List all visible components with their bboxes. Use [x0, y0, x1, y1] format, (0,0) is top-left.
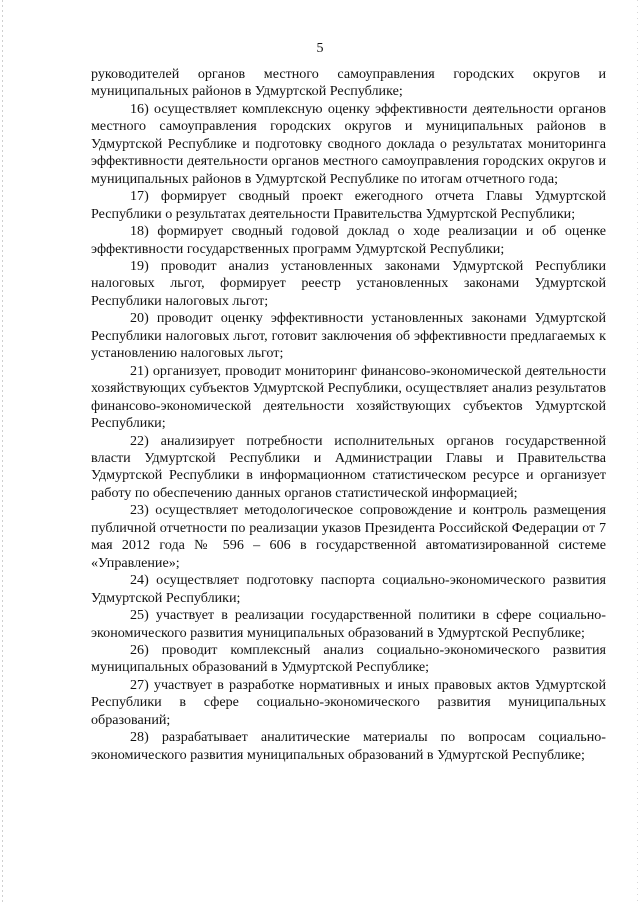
paragraph-item-26: 26) проводит комплексный анализ социально-экономического развития муниципальных образований в Удмуртской Республике;: [91, 641, 606, 676]
paragraph-item-18: 18) формирует сводный годовой доклад о ходе реализации и об оценке эффективности государственных программ Удмуртской Республики;: [91, 223, 606, 257]
paragraph-item-28: 28) разрабатывает аналитические материалы по вопросам социально-экономического развития муниципальных образований в Удмуртской Республике;: [91, 729, 606, 763]
paragraph-item-20: 20) проводит оценку эффективности установленных законами Удмуртской Республики налоговых льгот, готовит заключения об эффективности предлагаемых к установлению налоговых льгот;: [91, 310, 606, 362]
paragraph-continuation: руководителей органов местного самоуправления городских округов и муниципальных районов в Удмуртской Республике;: [91, 66, 606, 100]
paragraph-item-24: 24) осуществляет подготовку паспорта социально-экономического развития Удмуртской Республики;: [91, 572, 606, 606]
paragraph-item-25: 25) участвует в реализации государственной политики в сфере социально-экономического развития муниципальных образований в Удмуртской Республике;: [91, 607, 606, 641]
paragraph-item-23: 23) осуществляет методологическое сопровождение и контроль размещения публичной отчетности по реализации указов Президента Российской Федерации от 7 мая 2012 года № 596 – 606 в государственной автоматизированной системе «Управление»;: [91, 502, 606, 571]
document-body: [91, 66, 606, 764]
page-number: 5: [316, 41, 324, 56]
paragraph-item-19: 19) проводит анализ установленных законами Удмуртской Республики налоговых льгот, формирует реестр установленных законами Удмуртской Республики налоговых льгот;: [91, 257, 606, 309]
paragraph-item-21: 21) организует, проводит мониторинг финансово-экономической деятельности хозяйствующих субъектов Удмуртской Республики, осуществляет анализ результатов финансово-экономической деятельности хозяйствующих субъектов Удмуртской Республики;: [91, 362, 606, 432]
paragraph-item-16: 16) осуществляет комплексную оценку эффективности деятельности органов местного самоуправления городских округов и муниципальных районов в Удмуртской Республике и подготовку сводного доклада о результатах мониторинга эффективности деятельности органов местного самоуправления городских округов и муниципальных районов в Удмуртской Республике по итогам отчетного года;: [91, 100, 606, 187]
paragraph-item-17: 17) формирует сводный проект ежегодного отчета Главы Удмуртской Республики о результатах деятельности Правительства Удмуртской Республики;: [91, 188, 606, 222]
paragraph-item-27: 27) участвует в разработке нормативных и иных правовых актов Удмуртской Республики в сфере социально-экономического развития муниципальных образований;: [91, 676, 606, 728]
scan-edge-left: [2, 0, 3, 905]
scan-edge-right: [637, 0, 638, 905]
paragraph-item-22: 22) анализирует потребности исполнительных органов государственной власти Удмуртской Республики и Администрации Главы и Правительства Удмуртской Республики в информационном статистическом ресурсе и организует работу по обеспечению данных органов статистической информацией;: [91, 432, 606, 501]
